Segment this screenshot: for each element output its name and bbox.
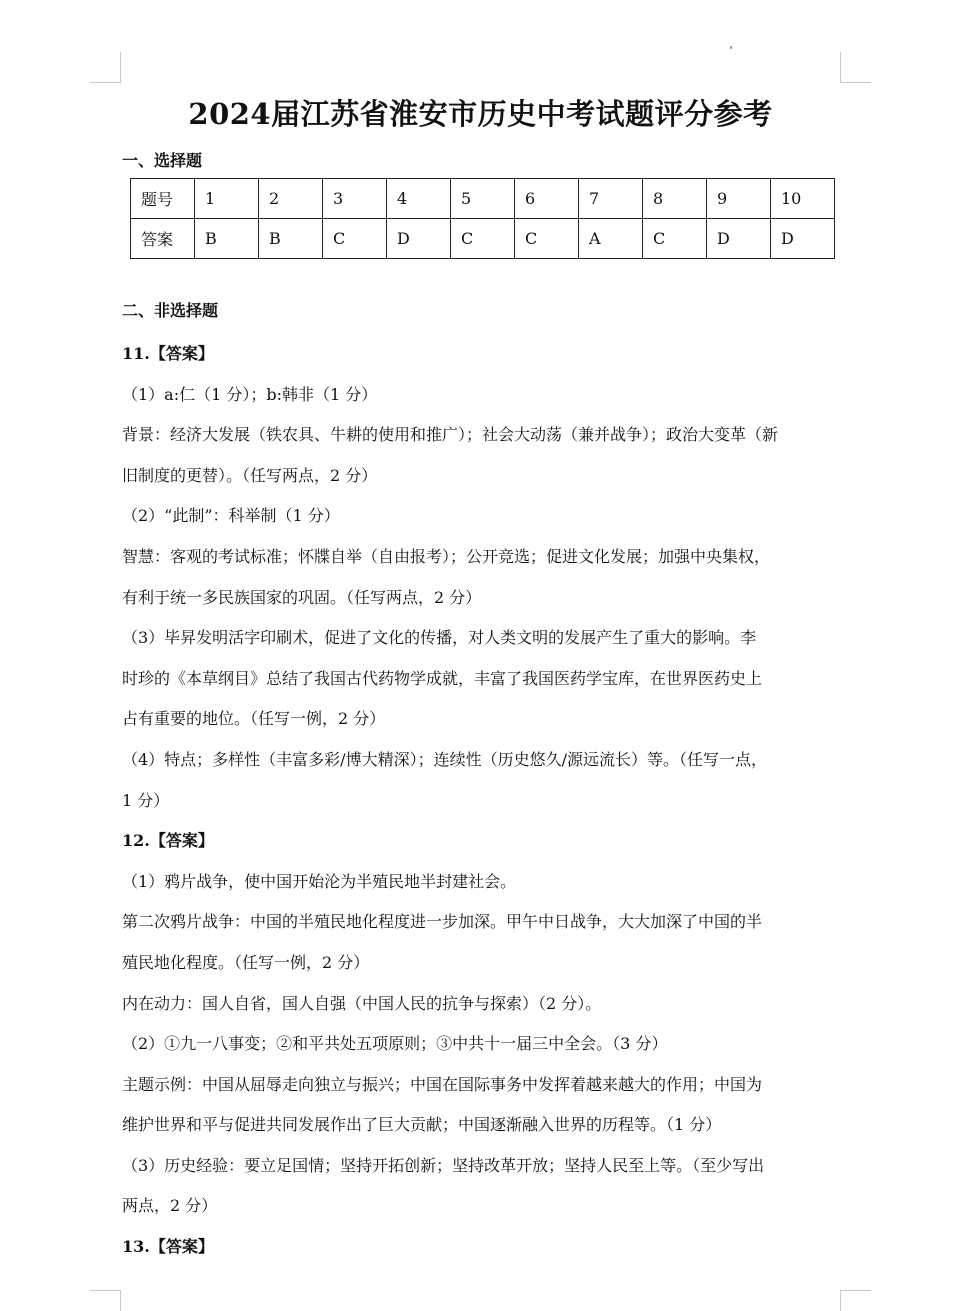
question-number: 1 — [195, 179, 259, 219]
table-row-numbers — [131, 179, 835, 219]
question-heading: 12.【答案】 — [122, 831, 214, 851]
question-number: 9 — [707, 179, 771, 219]
crop-mark-bottom-left — [90, 1290, 121, 1311]
question-number: 3 — [323, 179, 387, 219]
row-label-answer: 答案 — [131, 219, 195, 259]
question-number: 5 — [451, 179, 515, 219]
question-heading: 13.【答案】 — [122, 1237, 214, 1257]
section-heading-non-choice: 二、非选择题 — [122, 301, 219, 320]
answer-line: 有利于统一多民族国家的巩固。（任写两点，2 分） — [122, 587, 482, 607]
crop-mark-top-left — [90, 52, 121, 83]
scan-speck — [730, 46, 732, 49]
answer-line: 主题示例：中国从屈辱走向独立与振兴；中国在国际事务中发挥着越来越大的作用；中国为 — [122, 1074, 763, 1094]
answer-cell: D — [707, 219, 771, 259]
answer-line: （1）鸦片战争，使中国开始沦为半殖民地半封建社会。 — [122, 871, 517, 891]
question-number: 7 — [579, 179, 643, 219]
question-number: 10 — [771, 179, 835, 219]
crop-mark-bottom-right — [840, 1290, 871, 1311]
answer-line: 内在动力：国人自省，国人自强（中国人民的抗争与探索）（2 分）。 — [122, 993, 602, 1013]
answer-line: 维护世界和平与促进共同发展作出了巨大贡献；中国逐渐融入世界的历程等。（1 分） — [122, 1115, 722, 1135]
answer-line: （4）特点；多样性（丰富多彩/博大精深）；连续性（历史悠久/源远流长）等。（任写一点， — [122, 749, 767, 769]
answer-line: （2）①九一八事变；②和平共处五项原则；③中共十一届三中全会。（3 分） — [122, 1034, 668, 1054]
crop-mark-top-right — [840, 52, 871, 83]
answer-cell: C — [323, 219, 387, 259]
answer-cell: D — [771, 219, 835, 259]
answer-cell: C — [451, 219, 515, 259]
answer-cell: B — [195, 219, 259, 259]
answer-cell: B — [259, 219, 323, 259]
question-heading: 11.【答案】 — [122, 344, 214, 363]
row-label-number: 题号 — [131, 179, 195, 219]
answer-line: （2）“此制”：科举制（1 分） — [122, 506, 340, 526]
answer-body — [122, 334, 842, 1268]
question-number: 2 — [259, 179, 323, 219]
question-number: 6 — [515, 179, 579, 219]
answer-line: （3）毕昇发明活字印刷术，促进了文化的传播，对人类文明的发展产生了重大的影响。李 — [122, 628, 757, 648]
answer-line: 旧制度的更替）。（任写两点，2 分） — [122, 465, 378, 485]
answer-line: （3）历史经验：要立足国情；坚持开拓创新；坚持改革开放；坚持人民至上等。（至少写出 — [122, 1155, 765, 1175]
answer-line: 智慧：客观的考试标准；怀牒自举（自由报考）；公开竞选；促进文化发展；加强中央集权， — [122, 546, 771, 566]
answer-cell: C — [643, 219, 707, 259]
document-title: 2024届江苏省淮安市历史中考试题评分参考 — [188, 97, 773, 131]
answer-line: 两点，2 分） — [122, 1196, 218, 1216]
answer-line: （1）a:仁（1 分）；b:韩非（1 分） — [122, 384, 378, 404]
answer-line: 占有重要的地位。（任写一例，2 分） — [122, 709, 386, 729]
section-heading-choice: 一、选择题 — [122, 151, 203, 170]
question-number: 8 — [643, 179, 707, 219]
answer-line: 背景：经济大发展（铁农具、牛耕的使用和推广）；社会大动荡（兼并战争）；政治大变革（新 — [122, 425, 779, 445]
answer-cell: A — [579, 219, 643, 259]
answer-line: 第二次鸦片战争：中国的半殖民地化程度进一步加深。甲午中日战争，大大加深了中国的半 — [122, 912, 763, 932]
answer-line: 时珍的《本草纲目》总结了我国古代药物学成就，丰富了我国医药学宝库，在世界医药史上 — [122, 668, 763, 688]
answer-cell: C — [515, 219, 579, 259]
question-number: 4 — [387, 179, 451, 219]
answer-key-table — [130, 178, 835, 259]
answer-line: 1 分） — [122, 790, 170, 810]
table-row-answers — [131, 219, 835, 259]
answer-cell: D — [387, 219, 451, 259]
answer-line: 殖民地化程度。（任写一例，2 分） — [122, 952, 370, 972]
